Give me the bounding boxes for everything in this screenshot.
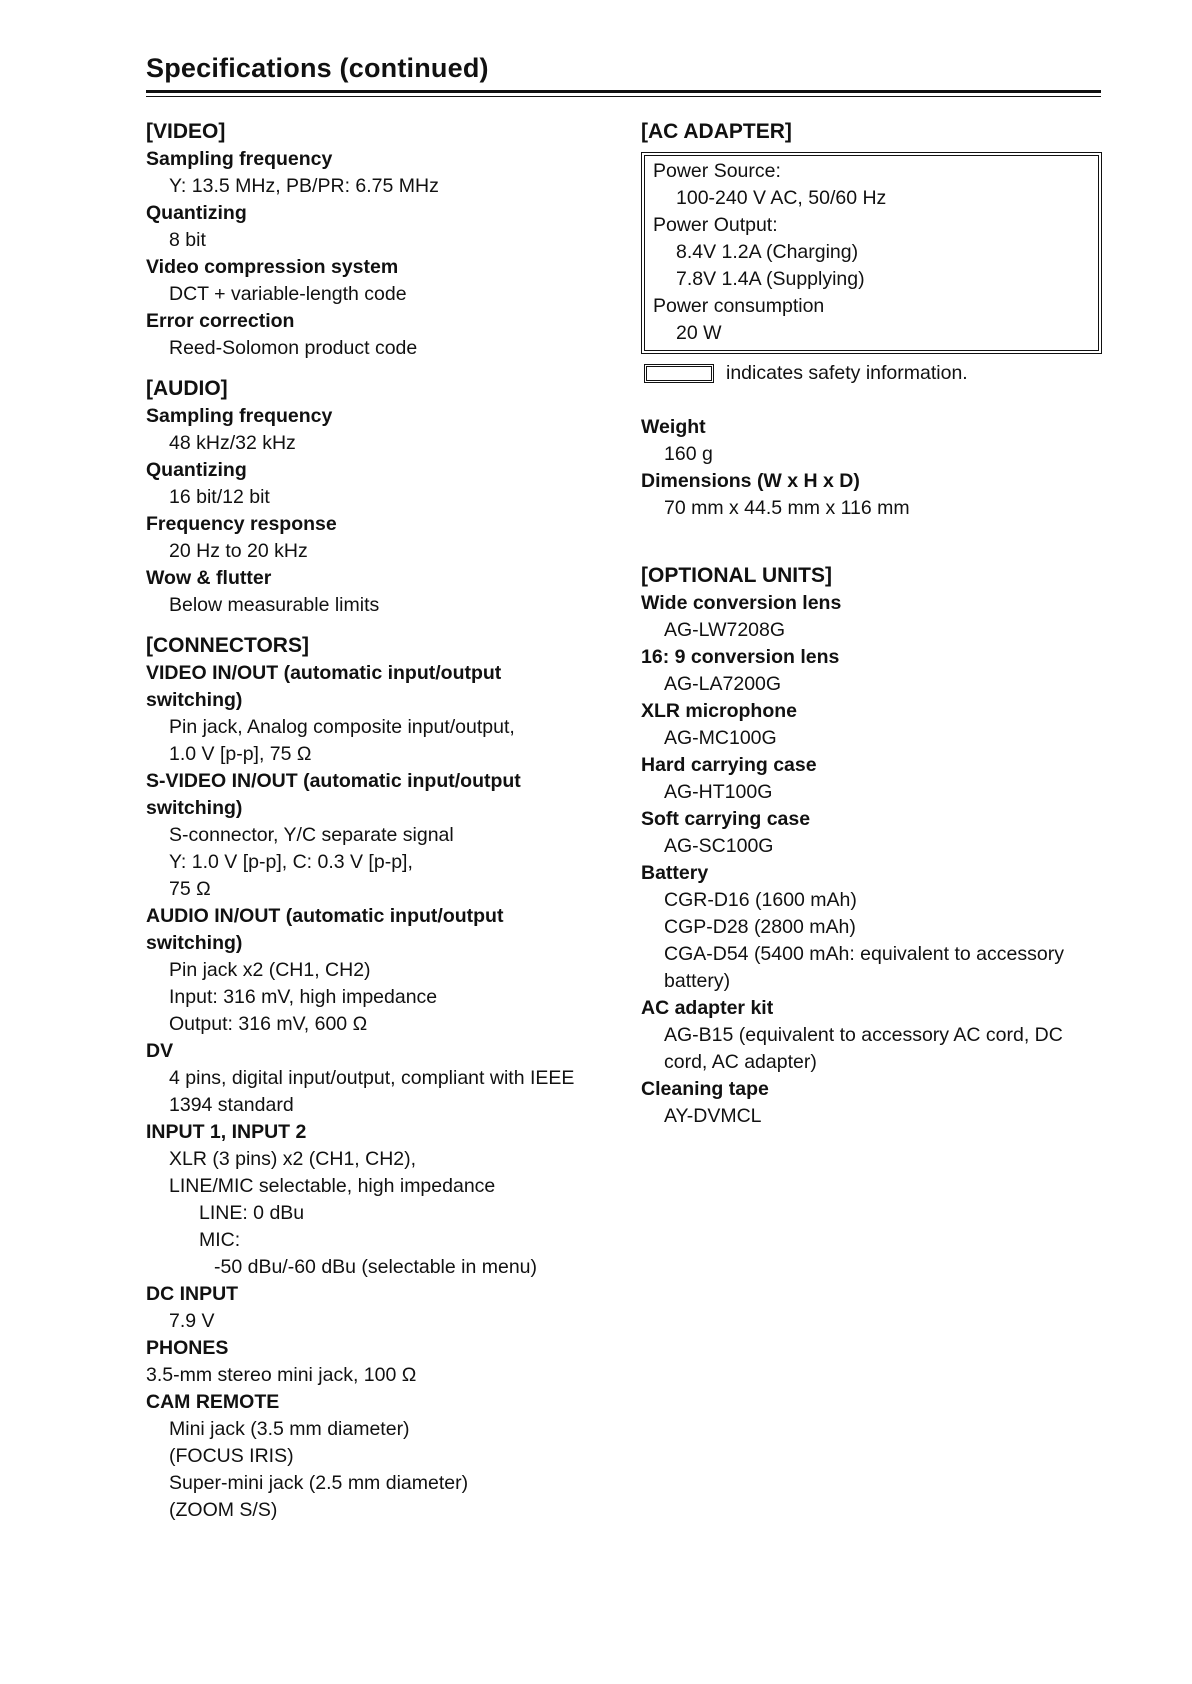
video-heading: [VIDEO] [146, 120, 226, 143]
spec-value: -50 dBu/-60 dBu (selectable in menu) [214, 1256, 538, 1278]
spec-value: 7.8V 1.4A (Supplying) [676, 268, 865, 290]
title-rule [146, 90, 1101, 97]
spec-label: DC INPUT [146, 1283, 239, 1305]
spec-value: 70 mm x 44.5 mm x 116 mm [664, 497, 910, 519]
spec-label: DV [146, 1040, 174, 1062]
spec-value: 1394 standard [169, 1094, 294, 1116]
spec-label: PHONES [146, 1337, 229, 1359]
spec-value: Y: 13.5 MHz, PB/PR: 6.75 MHz [169, 175, 439, 197]
spec-label: Error correction [146, 310, 295, 332]
spec-value: battery) [664, 970, 731, 992]
spec-value: cord, AC adapter) [664, 1051, 817, 1073]
spec-label: Sampling frequency [146, 148, 333, 170]
spec-label: Battery [641, 862, 709, 884]
spec-label: 16: 9 conversion lens [641, 646, 840, 668]
spec-label: Dimensions (W x H x D) [641, 470, 860, 492]
spec-value: 100-240 V AC, 50/60 Hz [676, 187, 887, 209]
spec-value: CGP-D28 (2800 mAh) [664, 916, 856, 938]
spec-label: Quantizing [146, 202, 247, 224]
spec-value: 160 g [664, 443, 713, 465]
spec-label: AUDIO IN/OUT (automatic input/output [146, 905, 504, 927]
spec-value: AG-MC100G [664, 727, 777, 749]
optional-units-heading: [OPTIONAL UNITS] [641, 564, 832, 587]
spec-value: (FOCUS IRIS) [169, 1445, 294, 1467]
spec-label: Power Output: [653, 214, 778, 236]
spec-value: 1.0 V [p-p], 75 Ω [169, 743, 312, 765]
audio-heading: [AUDIO] [146, 377, 228, 400]
spec-value: AY-DVMCL [664, 1105, 762, 1127]
spec-label: Power consumption [653, 295, 825, 317]
spec-label: XLR microphone [641, 700, 798, 722]
spec-value: XLR (3 pins) x2 (CH1, CH2), [169, 1148, 417, 1170]
spec-label: Quantizing [146, 459, 247, 481]
spec-value: Input: 316 mV, high impedance [169, 986, 438, 1008]
spec-value: 20 Hz to 20 kHz [169, 540, 308, 562]
spec-label: Soft carrying case [641, 808, 811, 830]
spec-value: Pin jack, Analog composite input/output, [169, 716, 515, 738]
ac-adapter-heading: [AC ADAPTER] [641, 120, 792, 143]
spec-label: Video compression system [146, 256, 399, 278]
spec-label: Hard carrying case [641, 754, 817, 776]
spec-label: switching) [146, 932, 243, 954]
spec-value: 8 bit [169, 229, 206, 251]
spec-value: (ZOOM S/S) [169, 1499, 278, 1521]
spec-label: AC adapter kit [641, 997, 774, 1019]
spec-value: MIC: [199, 1229, 241, 1251]
page-title: Specifications (continued) [146, 53, 489, 83]
spec-value: AG-SC100G [664, 835, 774, 857]
spec-value: 4 pins, digital input/output, compliant with IEEE [169, 1067, 575, 1089]
spec-label: Power Source: [653, 160, 781, 182]
safety-legend-text: indicates safety information. [726, 362, 968, 384]
spec-label: switching) [146, 797, 243, 819]
spec-value: Reed-Solomon product code [169, 337, 418, 359]
spec-value: Pin jack x2 (CH1, CH2) [169, 959, 371, 981]
spec-label: Weight [641, 416, 706, 438]
spec-value: DCT + variable-length code [169, 283, 407, 305]
spec-label: Frequency response [146, 513, 337, 535]
spec-value: S-connector, Y/C separate signal [169, 824, 454, 846]
spec-value: AG-LW7208G [664, 619, 786, 641]
safety-box-icon [644, 364, 714, 383]
safety-info-box [641, 152, 1102, 354]
spec-value: 8.4V 1.2A (Charging) [676, 241, 859, 263]
spec-value: CGA-D54 (5400 mAh: equivalent to accessory [664, 943, 1064, 965]
spec-value: Mini jack (3.5 mm diameter) [169, 1418, 410, 1440]
spec-value: Below measurable limits [169, 594, 380, 616]
spec-value: AG-HT100G [664, 781, 773, 803]
spec-label: Sampling frequency [146, 405, 333, 427]
spec-label: CAM REMOTE [146, 1391, 280, 1413]
spec-value: 48 kHz/32 kHz [169, 432, 296, 454]
right-column [641, 118, 1101, 1130]
spec-label: Cleaning tape [641, 1078, 769, 1100]
spec-label: Wide conversion lens [641, 592, 842, 614]
spec-value: Super-mini jack (2.5 mm diameter) [169, 1472, 469, 1494]
spec-value: 75 Ω [169, 878, 211, 900]
spec-label: switching) [146, 689, 243, 711]
spec-value: 20 W [676, 322, 722, 344]
spec-value: LINE/MIC selectable, high impedance [169, 1175, 496, 1197]
spec-value: CGR-D16 (1600 mAh) [664, 889, 857, 911]
spec-value: AG-LA7200G [664, 673, 782, 695]
spec-label: VIDEO IN/OUT (automatic input/output [146, 662, 502, 684]
spec-label: Wow & flutter [146, 567, 272, 589]
left-column [146, 118, 616, 1524]
connectors-heading: [CONNECTORS] [146, 634, 309, 657]
safety-legend [641, 360, 1101, 387]
spec-value: Output: 316 mV, 600 Ω [169, 1013, 368, 1035]
spec-value: 3.5-mm stereo mini jack, 100 Ω [146, 1364, 417, 1386]
spec-label: S-VIDEO IN/OUT (automatic input/output [146, 770, 521, 792]
spec-value: Y: 1.0 V [p-p], C: 0.3 V [p-p], [169, 851, 413, 873]
spec-value: 7.9 V [169, 1310, 215, 1332]
spec-value: LINE: 0 dBu [199, 1202, 305, 1224]
spec-value: AG-B15 (equivalent to accessory AC cord, DC [664, 1024, 1063, 1046]
spec-value: 16 bit/12 bit [169, 486, 270, 508]
spec-label: INPUT 1, INPUT 2 [146, 1121, 307, 1143]
